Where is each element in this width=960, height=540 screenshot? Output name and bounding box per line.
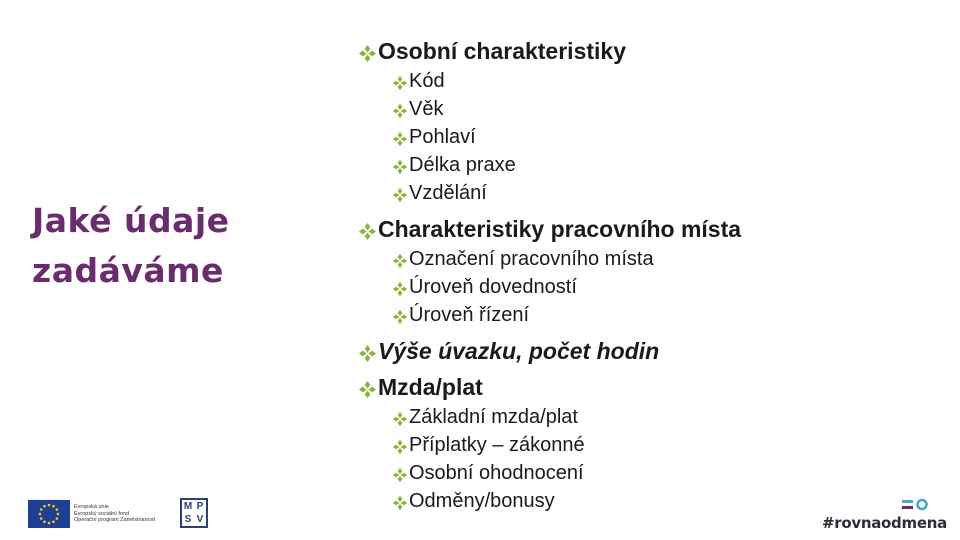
bullet-item (392, 154, 516, 177)
diamond-bullet-icon (392, 308, 408, 324)
eu-logo-line: Operační program Zaměstnanost (74, 517, 156, 524)
diamond-bullet-icon (392, 186, 408, 202)
bullet-item (392, 248, 654, 271)
eu-flag-icon (28, 500, 70, 528)
diamond-bullet-icon (392, 252, 408, 268)
diamond-bullet-icon (392, 438, 408, 454)
bullet-label: Úroveň dovedností (409, 276, 577, 298)
diamond-bullet-icon (392, 280, 408, 296)
diamond-bullet-icon (358, 220, 377, 239)
mpsv-letter: M (183, 501, 193, 512)
bullet-label: Úroveň řízení (409, 304, 530, 326)
bullet-label: Délka praxe (409, 154, 516, 176)
bullet-item (358, 338, 659, 365)
bullet-item (392, 434, 585, 457)
bullet-item (358, 216, 741, 243)
bullet-label: Příplatky – zákonné (409, 434, 585, 456)
bullet-item (358, 38, 626, 65)
diamond-bullet-icon (392, 158, 408, 174)
bullet-label: Výše úvazku, počet hodin (378, 338, 660, 364)
bullet-label: Pohlaví (409, 126, 476, 148)
bullet-item (392, 98, 443, 121)
bullet-item (392, 406, 578, 429)
bullet-item (392, 276, 577, 299)
bullet-label: Charakteristiky pracovního místa (378, 216, 742, 242)
bullet-item (392, 490, 555, 513)
bullet-label: Kód (409, 70, 445, 92)
bullet-item (392, 70, 445, 93)
slide-title (32, 196, 292, 296)
diamond-bullet-icon (392, 74, 408, 90)
diamond-bullet-icon (392, 494, 408, 510)
diamond-bullet-icon (358, 378, 377, 397)
bullet-label: Základní mzda/plat (409, 406, 578, 428)
title-line-1: Jaké údaje (32, 201, 230, 240)
bullet-label: Mzda/plat (378, 374, 483, 400)
bullet-item (392, 126, 476, 149)
diamond-bullet-icon (392, 102, 408, 118)
mpsv-letter: V (196, 514, 204, 525)
bullet-label: Osobní ohodnocení (409, 462, 584, 484)
mpsv-letter: P (196, 501, 204, 512)
bullet-label: Označení pracovního místa (409, 248, 654, 270)
hashtag-label: #rovnaodmena (822, 514, 947, 532)
diamond-bullet-icon (358, 342, 377, 361)
eu-logo-text (74, 504, 155, 524)
diamond-bullet-icon (392, 410, 408, 426)
bullet-label: Odměny/bonusy (409, 490, 555, 512)
bullet-label: Věk (409, 98, 444, 120)
bullet-item (392, 304, 529, 327)
bullet-label: Osobní charakteristiky (378, 38, 626, 64)
equals-zero-logo-icon (902, 498, 930, 512)
bullet-label: Vzdělání (409, 182, 487, 204)
rovna-odmena-brand (822, 498, 947, 532)
mpsv-logo (180, 498, 208, 528)
bullet-item (392, 182, 487, 205)
eu-esf-logo (28, 499, 178, 529)
title-line-2: zadáváme (32, 251, 224, 290)
diamond-bullet-icon (392, 130, 408, 146)
mpsv-letter: S (184, 514, 192, 525)
diamond-bullet-icon (358, 42, 377, 61)
diamond-bullet-icon (392, 466, 408, 482)
eu-logo-line: Evropský sociální fond (74, 510, 130, 517)
eu-logo-line: Evropská unie (74, 504, 109, 511)
bullet-item (358, 374, 483, 401)
bullet-item (392, 462, 584, 485)
